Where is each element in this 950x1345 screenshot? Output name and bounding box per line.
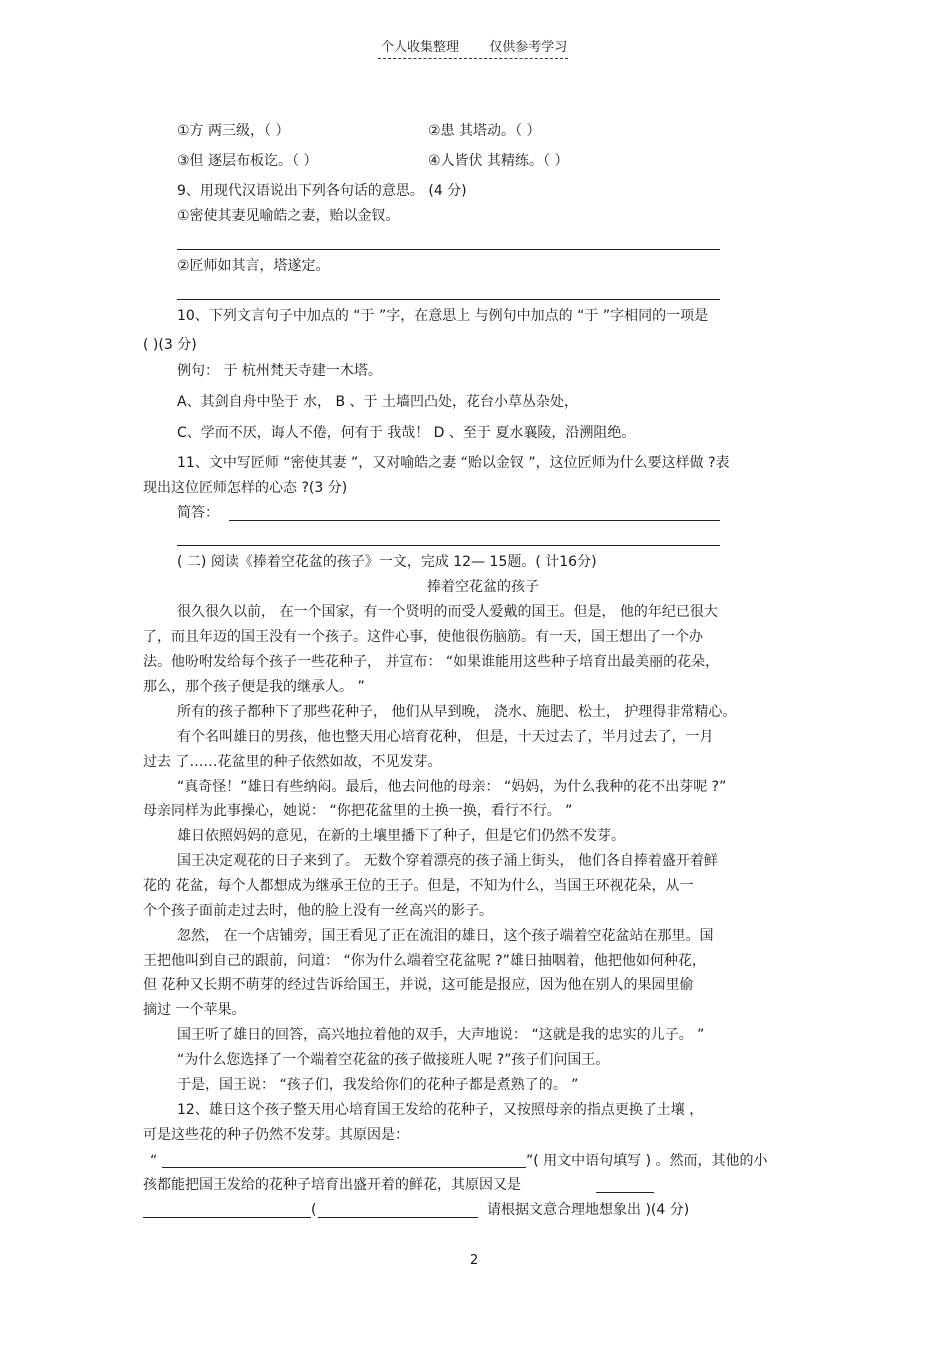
story-line: 过去 了……花盆里的种子依然如故，不见发芽。: [143, 754, 442, 770]
q12-line-5-paren: (: [311, 1202, 317, 1218]
q9-stem: 9、用现代汉语说出下列各句话的意思。 (4 分): [177, 183, 467, 199]
q8-item-1: ①方 两三级，（ ）: [177, 123, 290, 139]
q11-stem-line-1: 11、文中写匠师 “密使其妻 ”，又对喻皓之妻 “贻以金钗 ”，这位匠师为什么要这样做 ?表: [177, 455, 730, 471]
q8-item-2: ②患 其塔动。（ ）: [428, 123, 541, 139]
story-line: 国王决定观花的日子来到了。 无数个穿着漂亮的孩子涌上街头， 他们各自捧着盛开着鲜: [177, 853, 718, 869]
story-line: 个个孩子面前走过去时，他的脸上没有一丝高兴的影子。: [143, 903, 493, 919]
q12-fill-line-3: [143, 1217, 311, 1218]
q10-stem: 10、下列文言句子中加点的 “于 ”字，在意思上 与例句中加点的 “于 ”字相同的一项是: [177, 308, 709, 324]
q12-fill-line-2: [596, 1192, 654, 1193]
q12-fill-line-4: [318, 1217, 478, 1218]
q11-answer-line-1: [229, 520, 720, 521]
page-header: [381, 38, 567, 58]
story-line: 了，而且年迈的国王没有一个孩子。这件心事，使他很伤脑筋。有一天，国王想出了一个办: [143, 629, 703, 645]
story-line: 雄日依照妈妈的意见，在新的土壤里播下了种子，但是它们仍然不发芽。: [177, 828, 625, 844]
story-line: 很久很久以前， 在一个国家，有一个贤明的而受人爱戴的国王。但是， 他的年纪已很大: [177, 604, 718, 620]
q12-fill-line-1: [162, 1167, 526, 1168]
story-line: “为什么您选择了一个端着空花盆的孩子做接班人呢 ?”孩子们问国王。: [177, 1052, 610, 1068]
story-line: “真奇怪！”雄日有些纳闷。最后，他去问他的母亲： “妈妈，为什么我种的花不出芽呢 ?”: [177, 779, 727, 795]
q9-sentence-1: ①密使其妻见喻皓之妻，贻以金钗。: [177, 208, 400, 224]
q10-example: 例句： 于 杭州梵天寺建一木塔。: [177, 363, 382, 379]
q10-options-cd: C、学而不厌，诲人不倦，何有于 我哉！ D 、至于 夏水襄陵，沿溯阻绝。: [177, 425, 636, 441]
q9-answer-line-2: [177, 299, 720, 300]
header-left: 个人收集整理: [381, 40, 460, 55]
header-right: 仅供参考学习: [489, 40, 568, 55]
q12-line-3-tail: ”( 用文中语句填写 ) 。然而，其他的小: [526, 1153, 768, 1169]
story-line: 法。他吩咐发给每个孩子一些花种子， 并宣布： “如果谁能用这些种子培育出最美丽的花朵，: [143, 654, 720, 670]
q11-answer-line-2: [177, 545, 720, 546]
story-line: 国王听了雄日的回答，高兴地拉着他的双手，大声地说： “这就是我的忠实的儿子。 ”: [177, 1027, 705, 1043]
story-line: 母亲同样为此事操心，她说： “你把花盆里的土换一换，看行不行。 ”: [143, 803, 573, 819]
q9-sentence-2: ②匠师如其言，塔遂定。: [177, 258, 330, 274]
q12-stem-line-2: 可是这些花的种子仍然不发芽。其原因是：: [143, 1127, 409, 1143]
q9-answer-line-1: [177, 249, 720, 250]
q10-stem-continued: ( )(3 分): [143, 337, 197, 353]
story-line: 摘过 一个苹果。: [143, 1002, 246, 1018]
page-number: 2: [470, 1253, 479, 1268]
q8-item-4: ④人皆伏 其精练。（ ）: [428, 153, 569, 169]
story-title: 捧着空花盆的孩子: [427, 579, 539, 595]
story-line: 忽然， 在一个店铺旁，国王看见了正在流泪的雄日，这个孩子端着空花盆站在那里。国: [177, 928, 714, 944]
story-line: 花的 花盆，每个人都想成为继承王位的王子。但是，不知为什么，当国王环视花朵，从一: [143, 878, 694, 894]
story-line: 那么，那个孩子便是我的继承人。 ”: [143, 679, 365, 695]
story-line: 于是，国王说： “孩子们，我发给你们的花种子都是煮熟了的。 ”: [177, 1077, 579, 1093]
q10-options-ab: A、其剑自舟中坠于 水， B 、于 土墙凹凸处，花台小草丛杂处，: [177, 394, 578, 410]
header-divider: [378, 58, 568, 59]
q11-stem-line-2: 现出这位匠师怎样的心态 ?(3 分): [143, 480, 348, 496]
story-line: 王把他叫到自己的跟前，问道： “你为什么端着空花盆呢 ?”雄日抽咽着，他把他如何种花，: [143, 953, 706, 969]
q12-line-5-tail: 请根据文意合理地想象出 )(4 分): [487, 1202, 690, 1218]
q12-line-4: 孩都能把国王发给的花种子培育出盛开着的鲜花，其原因又是: [143, 1177, 521, 1193]
q8-item-3: ③但 逐层布板讫。（ ）: [177, 153, 318, 169]
section2-intro: ( 二) 阅读《捧着空花盆的孩子》一文，完成 12— 15题。( 计16分): [177, 554, 597, 570]
q11-answer-label: 简答：: [177, 505, 219, 521]
story-line: 但 花种又长期不萌芽的经过告诉给国王，并说，这可能是报应，因为他在别人的果园里偷: [143, 977, 694, 993]
story-line: 所有的孩子都种下了那些花种子， 他们从早到晚， 浇水、施肥、松土， 护理得非常精心。: [177, 704, 737, 720]
q12-stem-line-1: 12、雄日这个孩子整天用心培育国王发给的花种子，又按照母亲的指点更换了土壤 ，: [177, 1102, 704, 1118]
story-line: 有个名叫雄日的男孩，他也整天用心培育花种， 但是，十天过去了，半月过去了，一月: [177, 729, 714, 745]
q12-open-quote: “: [150, 1153, 158, 1169]
